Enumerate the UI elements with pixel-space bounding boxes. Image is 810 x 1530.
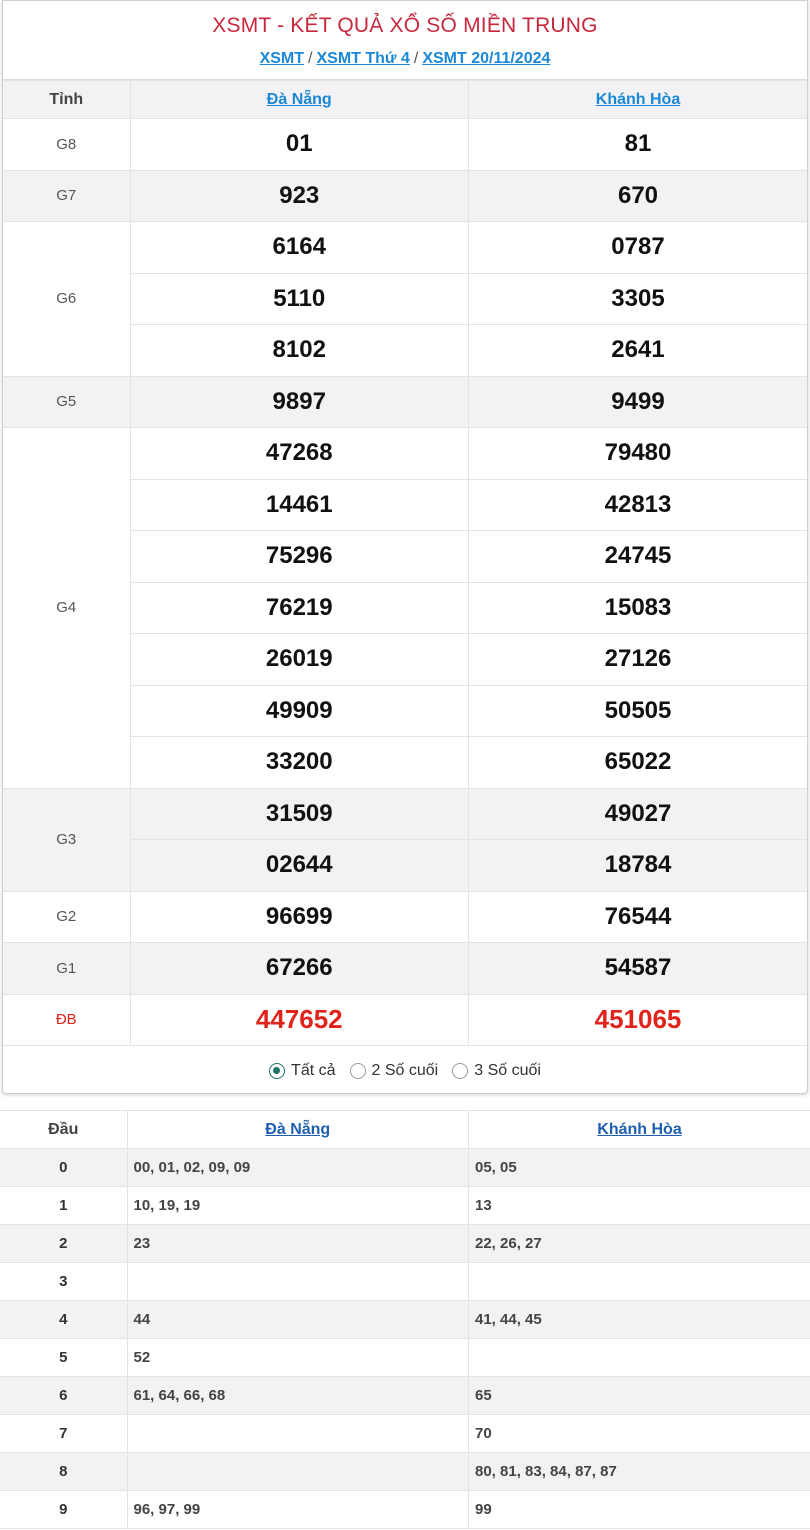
breadcrumb-xsmt[interactable]: XSMT [259,50,305,67]
dau-row [0,1377,810,1415]
dau-values-da-nang: 44 [127,1301,469,1339]
prize-row [3,788,807,840]
dau-values-da-nang: 96, 97, 99 [127,1491,469,1529]
special-prize-number: 447652 [130,994,469,1046]
prize-number: 26019 [130,634,469,686]
dau-digit: 0 [0,1149,127,1187]
col-header-dau: Đầu [0,1111,127,1149]
prize-label: G4 [3,428,130,789]
prize-number: 02644 [130,840,469,892]
prize-label: G8 [3,119,130,171]
dau-values-da-nang: 23 [127,1225,469,1263]
prize-number: 3305 [469,273,808,325]
prize-number: 75296 [130,531,469,583]
dau-row [0,1339,810,1377]
prize-number: 27126 [469,634,808,686]
dau-row [0,1453,810,1491]
prize-number: 54587 [469,943,808,995]
dau-digit: 8 [0,1453,127,1491]
prize-number: 96699 [130,891,469,943]
dau-row [0,1263,810,1301]
dau-row [0,1415,810,1453]
prize-row [3,376,807,428]
prize-number: 33200 [130,737,469,789]
dau-values-khanh-hoa: 05, 05 [469,1149,810,1187]
prize-number: 14461 [130,479,469,531]
dau-values-da-nang: 61, 64, 66, 68 [127,1377,469,1415]
digit-filter [3,1046,807,1096]
prize-number: 47268 [130,428,469,480]
prize-number: 6164 [130,222,469,274]
dau-digit: 9 [0,1491,127,1529]
prize-number: 18784 [469,840,808,892]
prize-label: G7 [3,170,130,222]
prize-number: 2641 [469,325,808,377]
prize-label: G3 [3,788,130,891]
dau-body [0,1149,810,1529]
prize-number: 8102 [130,325,469,377]
prize-row [3,943,807,995]
dau-digit: 4 [0,1301,127,1339]
prize-number: 9897 [130,376,469,428]
dau-section [0,1110,810,1529]
dau-values-khanh-hoa: 80, 81, 83, 84, 87, 87 [469,1453,810,1491]
col-header-da-nang[interactable]: Đà Nẵng [130,81,469,119]
prize-number: 9499 [469,376,808,428]
prize-number: 923 [130,170,469,222]
dau-row [0,1187,810,1225]
prize-label: G6 [3,222,130,377]
prize-number: 76544 [469,891,808,943]
prize-label: G5 [3,376,130,428]
prize-number: 49909 [130,685,469,737]
prize-number: 49027 [469,788,808,840]
prize-row [3,119,807,171]
dau-digit: 7 [0,1415,127,1453]
col-header-khanh-hoa[interactable]: Khánh Hòa [469,81,808,119]
page-title: XSMT - KẾT QUẢ XỔ SỐ MIỀN TRUNG [212,14,598,37]
prize-number: 42813 [469,479,808,531]
dau-values-khanh-hoa: 65 [469,1377,810,1415]
col-header-province: Tỉnh [3,81,130,119]
dau-row [0,1301,810,1339]
prize-label: G1 [3,943,130,995]
breadcrumb-separator: / [413,50,419,67]
prize-number: 01 [130,119,469,171]
prize-label: ĐB [3,994,130,1046]
radio-selected-icon[interactable] [269,1063,285,1079]
dau-digit: 2 [0,1225,127,1263]
dau-row [0,1225,810,1263]
prize-number: 0787 [469,222,808,274]
breadcrumb [3,49,807,69]
dau-header-da-nang[interactable]: Đà Nẵng [127,1111,469,1149]
dau-digit: 1 [0,1187,127,1225]
filter-all-label: Tất cả [291,1062,336,1079]
results-table [3,80,807,1046]
results-card [2,0,808,1094]
dau-values-da-nang [127,1263,469,1301]
dau-values-khanh-hoa: 99 [469,1491,810,1529]
prize-row [3,428,807,480]
dau-values-khanh-hoa: 22, 26, 27 [469,1225,810,1263]
filter-3-digits[interactable] [452,1062,541,1080]
prize-number: 76219 [130,582,469,634]
radio-icon[interactable] [350,1063,366,1079]
dau-values-da-nang: 52 [127,1339,469,1377]
special-prize-number: 451065 [469,994,808,1046]
dau-values-khanh-hoa: 13 [469,1187,810,1225]
prize-number: 81 [469,119,808,171]
dau-table [0,1110,810,1529]
dau-values-khanh-hoa [469,1263,810,1301]
filter-all[interactable] [269,1062,335,1080]
prize-number: 67266 [130,943,469,995]
results-body [3,119,807,1046]
filter-3-digits-label: 3 Số cuối [474,1062,541,1079]
breadcrumb-xsmt-date[interactable]: XSMT 20/11/2024 [422,50,551,67]
filter-2-digits-label: 2 Số cuối [371,1062,439,1079]
prize-number: 670 [469,170,808,222]
breadcrumb-separator: / [308,50,313,67]
dau-values-da-nang [127,1453,469,1491]
breadcrumb-xsmt-thu4[interactable]: XSMT Thứ 4 [316,50,410,67]
prize-number: 24745 [469,531,808,583]
prize-row [3,994,807,1046]
prize-number: 79480 [469,428,808,480]
prize-row [3,222,807,274]
radio-icon[interactable] [452,1063,468,1079]
prize-number: 65022 [469,737,808,789]
prize-number: 31509 [130,788,469,840]
dau-header-khanh-hoa[interactable]: Khánh Hòa [469,1111,810,1149]
filter-2-digits[interactable] [350,1062,439,1080]
dau-digit: 3 [0,1263,127,1301]
prize-number: 5110 [130,273,469,325]
dau-values-khanh-hoa [469,1339,810,1377]
prize-number: 15083 [469,582,808,634]
dau-digit: 5 [0,1339,127,1377]
dau-values-da-nang: 00, 01, 02, 09, 09 [127,1149,469,1187]
dau-row [0,1491,810,1529]
dau-values-da-nang [127,1415,469,1453]
prize-row [3,170,807,222]
prize-number: 50505 [469,685,808,737]
prize-row [3,891,807,943]
dau-values-khanh-hoa: 41, 44, 45 [469,1301,810,1339]
dau-digit: 6 [0,1377,127,1415]
prize-label: G2 [3,891,130,943]
dau-row [0,1149,810,1187]
dau-values-da-nang: 10, 19, 19 [127,1187,469,1225]
dau-values-khanh-hoa: 70 [469,1415,810,1453]
results-header [3,1,807,80]
